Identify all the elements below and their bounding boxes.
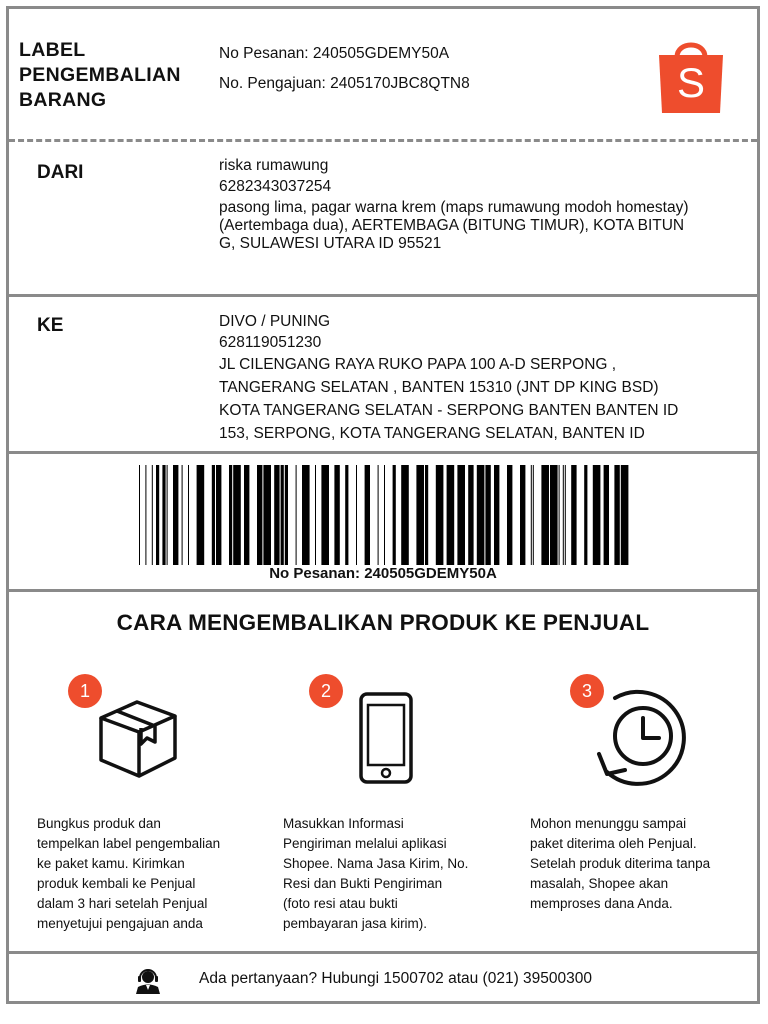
smartphone-icon xyxy=(358,691,414,785)
barcode-bar xyxy=(436,465,444,565)
label-header xyxy=(9,9,757,142)
address-line: TANGERANG SELATAN , BANTEN 15310 (JNT DP KING BSD) xyxy=(219,379,659,396)
step-line: pembayaran jasa kirim). xyxy=(283,916,428,931)
step-line: produk kembali ke Penjual xyxy=(37,876,196,891)
step-line: tempelkan label pengembalian xyxy=(37,836,221,851)
sender-section xyxy=(9,142,757,297)
step-line: Masukkan Informasi xyxy=(283,816,404,831)
barcode-bar xyxy=(457,465,465,565)
shopee-bag-logo-icon xyxy=(655,35,727,115)
barcode-bar xyxy=(334,465,339,565)
recipient-phone: 628119051230 xyxy=(219,334,322,351)
barcode-bar xyxy=(584,465,587,565)
sender-address xyxy=(219,199,729,253)
barcode-bar xyxy=(212,465,215,565)
barcode-bar xyxy=(533,465,534,565)
barcode-bar xyxy=(197,465,205,565)
barcode-bar xyxy=(152,465,153,565)
sender-phone: 6282343037254 xyxy=(219,178,332,195)
barcode-bar xyxy=(416,465,424,565)
barcode-bar xyxy=(188,465,189,565)
barcode-bar xyxy=(604,465,609,565)
step-3-badge: 3 xyxy=(570,674,604,708)
barcode-section xyxy=(9,454,757,592)
barcode-bar xyxy=(559,465,560,565)
barcode-bar xyxy=(139,465,140,565)
step-line: Shopee. Nama Jasa Kirim, No. xyxy=(283,856,469,871)
barcode-bar xyxy=(571,465,576,565)
barcode-bar xyxy=(281,465,284,565)
address-line: KOTA TANGERANG SELATAN - SERPONG BANTEN BANTEN ID xyxy=(219,402,679,419)
step-1-text xyxy=(37,814,242,934)
instructions-title: CARA MENGEMBALIKAN PRODUK KE PENJUAL xyxy=(116,610,650,635)
recipient-section xyxy=(9,297,757,454)
barcode-bar xyxy=(162,465,165,565)
step-line: Pengiriman melalui aplikasi xyxy=(283,836,447,851)
barcode-bar xyxy=(296,465,297,565)
barcode-bar xyxy=(565,465,566,565)
barcode-bar xyxy=(285,465,288,565)
barcode-bar xyxy=(507,465,512,565)
clock-history-icon xyxy=(585,684,693,788)
step-line: menyetujui pengajuan anda xyxy=(37,916,203,931)
barcode-bar xyxy=(384,465,385,565)
package-box-icon xyxy=(97,696,179,778)
barcode-bar xyxy=(274,465,279,565)
barcode-bar xyxy=(541,465,549,565)
title-line: BARANG xyxy=(19,89,107,111)
barcode-bar xyxy=(447,465,455,565)
order-barcode xyxy=(139,465,629,565)
step-line: paket diterima oleh Penjual. xyxy=(530,836,697,851)
step-line: Mohon menunggu sampai xyxy=(530,816,687,831)
barcode-bar xyxy=(614,465,619,565)
barcode-bar xyxy=(425,465,428,565)
order-number: No Pesanan: 240505GDEMY50A xyxy=(219,45,450,62)
step-2-text xyxy=(283,814,488,934)
step-line: memproses dana Anda. xyxy=(530,896,673,911)
recipient-name: DIVO / PUNING xyxy=(219,313,331,330)
label-title xyxy=(19,38,219,113)
barcode-caption: No Pesanan: 240505GDEMY50A xyxy=(269,565,497,582)
step-line: ke paket kamu. Kirimkan xyxy=(37,856,185,871)
address-line: (Aertembaga dua), AERTEMBAGA (BITUNG TIMUR), KOTA BITUN xyxy=(219,217,685,234)
step-line: masalah, Shopee akan xyxy=(530,876,669,891)
barcode-bar xyxy=(233,465,241,565)
title-line: LABEL xyxy=(19,39,86,61)
address-line: pasong lima, pagar warna krem (maps rumawung modoh homestay) xyxy=(219,199,689,216)
address-line: 153, SERPONG, KOTA TANGERANG SELATAN, BANTEN ID xyxy=(219,425,645,442)
barcode-bar xyxy=(156,465,159,565)
recipient-address xyxy=(219,353,729,445)
barcode-bar xyxy=(531,465,532,565)
recipient-label: KE xyxy=(37,315,64,336)
barcode-bar xyxy=(563,465,564,565)
barcode-bar xyxy=(145,465,146,565)
step-line: Resi dan Bukti Pengiriman xyxy=(283,876,443,891)
step-line: Setelah produk diterima tanpa xyxy=(530,856,711,871)
support-footer xyxy=(9,954,757,1004)
barcode-bar xyxy=(244,465,249,565)
barcode-bar xyxy=(257,465,262,565)
barcode-bar xyxy=(229,465,232,565)
step-3-text xyxy=(530,814,735,914)
barcode-bar xyxy=(477,465,485,565)
barcode-bar xyxy=(302,465,310,565)
step-line: Bungkus produk dan xyxy=(37,816,161,831)
barcode-bar xyxy=(321,465,329,565)
barcode-bar xyxy=(401,465,409,565)
address-line: G, SULAWESI UTARA ID 95521 xyxy=(219,235,442,252)
recipient-details xyxy=(219,311,729,445)
sender-details xyxy=(219,156,729,253)
step-1-badge: 1 xyxy=(68,674,102,708)
barcode-bar xyxy=(216,465,221,565)
barcode-bar xyxy=(593,465,601,565)
request-number: No. Pengajuan: 2405170JBC8QTN8 xyxy=(219,75,470,92)
barcode-bar xyxy=(345,465,348,565)
logo-letter: S xyxy=(676,59,706,106)
support-contact: Ada pertanyaan? Hubungi 1500702 atau (021) 39500300 xyxy=(199,970,592,987)
barcode-bar xyxy=(315,465,316,565)
step-2-badge: 2 xyxy=(309,674,343,708)
barcode-bar xyxy=(393,465,396,565)
barcode-bar xyxy=(182,465,183,565)
customer-support-icon xyxy=(134,968,162,994)
step-line: dalam 3 hari setelah Penjual xyxy=(37,896,208,911)
step-line: (foto resi atau bukti xyxy=(283,896,398,911)
barcode-bar xyxy=(520,465,525,565)
barcode-bar xyxy=(550,465,558,565)
barcode-bar xyxy=(485,465,490,565)
barcode-bar xyxy=(494,465,499,565)
return-label xyxy=(6,6,760,1004)
address-line: JL CILENGANG RAYA RUKO PAPA 100 A-D SERPONG , xyxy=(219,356,617,373)
barcode-bar xyxy=(365,465,370,565)
return-instructions xyxy=(9,592,757,954)
title-line: PENGEMBALIAN xyxy=(19,64,181,86)
sender-label: DARI xyxy=(37,162,84,183)
sender-name: riska rumawung xyxy=(219,157,329,174)
barcode-bar xyxy=(173,465,178,565)
barcode-bar xyxy=(356,465,357,565)
barcode-bar xyxy=(621,465,629,565)
barcode-bar xyxy=(263,465,271,565)
barcode-bar xyxy=(378,465,379,565)
barcode-bar xyxy=(468,465,473,565)
barcode-bar xyxy=(167,465,168,565)
